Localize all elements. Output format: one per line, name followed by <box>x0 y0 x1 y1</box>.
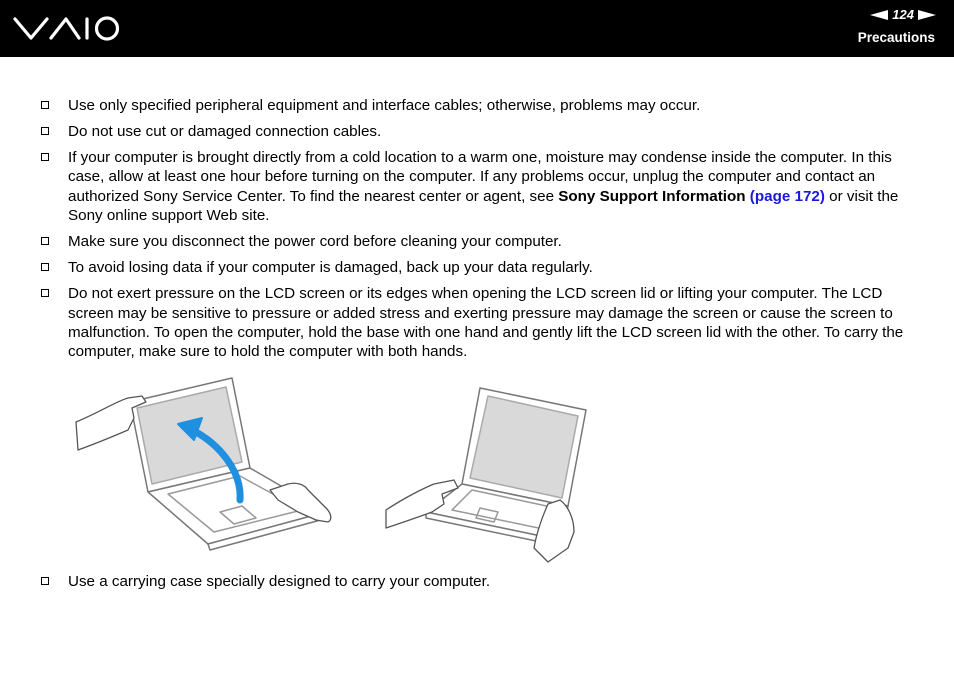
laptop-handling-illustration <box>70 372 615 567</box>
vaio-logo <box>13 13 123 48</box>
checkbox-bullet-icon <box>41 577 49 585</box>
sony-support-reference: Sony Support Information <box>558 187 746 205</box>
precautions-list-continued <box>40 572 920 598</box>
page-link[interactable]: (page 172) <box>749 187 825 205</box>
previous-page-arrow-icon[interactable] <box>870 10 888 20</box>
page-navigator <box>870 7 936 22</box>
page-number: 124 <box>892 7 914 22</box>
header-bar <box>0 0 954 57</box>
list-item: Use a carrying case specially designed to carry your computer. <box>40 572 920 591</box>
checkbox-bullet-icon <box>41 237 49 245</box>
checkbox-bullet-icon <box>41 289 49 297</box>
checkbox-bullet-icon <box>41 153 49 161</box>
section-title: Precautions <box>857 30 935 45</box>
list-item: Make sure you disconnect the power cord before cleaning your computer. <box>40 232 920 251</box>
list-item: To avoid losing data if your computer is damaged, back up your data regularly. <box>40 258 920 277</box>
checkbox-bullet-icon <box>41 263 49 271</box>
checkbox-bullet-icon <box>41 101 49 109</box>
next-page-arrow-icon[interactable] <box>918 10 936 20</box>
list-item: Do not exert pressure on the LCD screen or its edges when opening the LCD screen lid or lifting your computer. The LCD screen may be sensitive to pressure or added stress and exerting pressure may damage the screen or cause the screen to malfunction. To open the computer, hold the base with one hand and gently lift the LCD screen lid with the other. To carry the computer, make sure to hold the computer with both hands. <box>40 284 920 362</box>
list-item: If your computer is brought directly from a cold location to a warm one, moisture may condense inside the computer. In this case, allow at least one hour before turning on the computer. If any problems occur, unplug the computer and contact an authorized Sony Service Center. To find the nearest center or agent, see Sony Support Information (page 172) or visit the Sony online support Web site. <box>40 148 920 226</box>
list-item: Use only specified peripheral equipment and interface cables; otherwise, problems may occur. <box>40 96 920 115</box>
list-item: Do not use cut or damaged connection cables. <box>40 122 920 141</box>
precautions-list <box>40 96 920 368</box>
checkbox-bullet-icon <box>41 127 49 135</box>
